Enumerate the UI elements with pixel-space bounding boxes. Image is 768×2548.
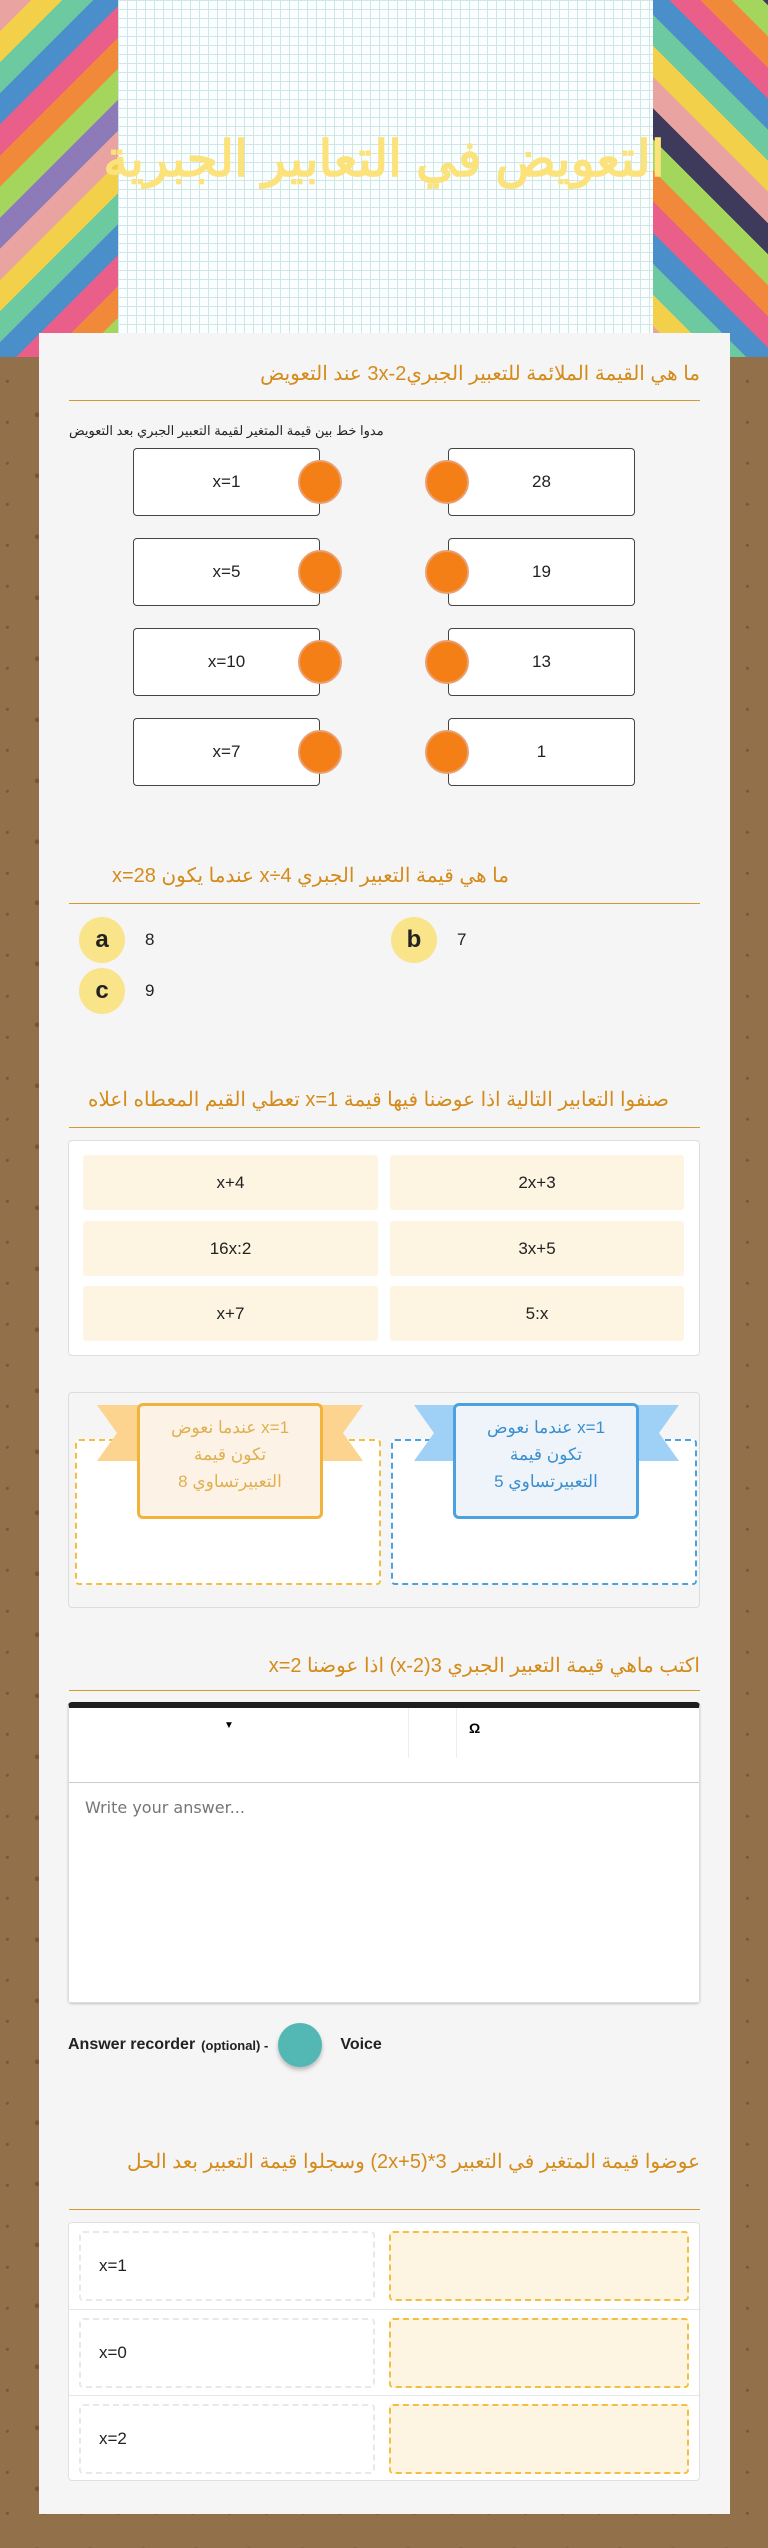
q1-instruction: مدوا خط بين قيمة المتغير لقيمة التعبير الجبري بعد التعويض	[69, 423, 384, 438]
match-left-item[interactable]: x=7	[133, 718, 320, 786]
category-label-5	[453, 1403, 639, 1519]
divider	[69, 903, 700, 904]
q2-title: ما هي قيمة التعبير الجبري x÷4 عندما يكون x=28	[111, 865, 509, 887]
table-row	[69, 2223, 701, 2309]
category-label-8	[137, 1403, 323, 1519]
format-dropdown[interactable]	[69, 1708, 409, 1758]
match-handle[interactable]	[298, 640, 342, 684]
drag-items-pool	[68, 1140, 700, 1356]
option-value: 7	[457, 930, 467, 949]
divider	[69, 1690, 700, 1691]
category-text: التعبيرتساوي 5	[494, 1472, 598, 1491]
editor-toolbar	[69, 1708, 699, 1783]
match-right-item[interactable]: 1	[448, 718, 635, 786]
page-title: التعويض في التعابير الجبرية	[103, 131, 665, 187]
drag-item[interactable]: 16x:2	[83, 1221, 378, 1276]
category-text: x=1 عندما نعوض	[486, 1418, 606, 1437]
match-handle[interactable]	[425, 640, 469, 684]
divider	[69, 1127, 700, 1128]
voice-label: Voice	[340, 2036, 382, 2053]
category-text: تكون قيمة	[509, 1445, 583, 1464]
option-value: 9	[145, 981, 155, 1000]
category-text: تكون قيمة	[193, 1445, 267, 1464]
option-letter: b	[391, 917, 437, 963]
table-row	[69, 2395, 701, 2481]
special-char-omega-icon[interactable]: Ω	[469, 1720, 481, 1736]
answer-dropzone[interactable]	[389, 2318, 689, 2388]
answer-dropzone[interactable]	[389, 2404, 689, 2474]
category-text: التعبيرتساوي 8	[178, 1472, 282, 1491]
drag-item[interactable]: x+7	[83, 1286, 378, 1341]
drag-item[interactable]: 5:x	[390, 1286, 684, 1341]
option-c[interactable]	[79, 968, 154, 1014]
q1-title: ما هي القيمة الملائمة للتعبير الجبري2-3x عند التعويض	[260, 363, 700, 385]
option-a[interactable]	[79, 917, 154, 963]
answer-dropzone[interactable]	[389, 2231, 689, 2301]
match-handle[interactable]	[425, 550, 469, 594]
row-label: x=0	[79, 2318, 375, 2388]
divider	[69, 400, 700, 401]
match-left-item[interactable]: x=10	[133, 628, 320, 696]
record-voice-button[interactable]	[278, 2023, 322, 2067]
row-label: x=1	[79, 2231, 375, 2301]
answer-input[interactable]	[69, 1784, 699, 2002]
recorder-optional: (optional) -	[201, 2037, 269, 2053]
caret-down-icon: ▼	[224, 1720, 234, 1731]
answer-recorder	[68, 2023, 382, 2067]
category-text: x=1 عندما نعوض	[170, 1418, 290, 1437]
table-row	[69, 2309, 701, 2395]
match-handle[interactable]	[425, 460, 469, 504]
header-banner	[0, 0, 768, 357]
option-letter: c	[79, 968, 125, 1014]
q5-title: عوضوا قيمة المتغير في التعبير 3*(2x+5) وسجلوا قيمة التعبير بعد الحل	[127, 2151, 700, 2173]
row-label: x=2	[79, 2404, 375, 2474]
match-right-item[interactable]: 13	[448, 628, 635, 696]
drag-item[interactable]: x+4	[83, 1155, 378, 1210]
match-right-item[interactable]: 28	[448, 448, 635, 516]
worksheet-card	[39, 333, 730, 2514]
category-area	[68, 1392, 700, 1608]
match-right-item[interactable]: 19	[448, 538, 635, 606]
answer-table	[68, 2222, 700, 2481]
option-letter: a	[79, 917, 125, 963]
option-value: 8	[145, 930, 155, 949]
toolbar-button[interactable]	[409, 1708, 457, 1758]
drag-item[interactable]: 3x+5	[390, 1221, 684, 1276]
recorder-label: Answer recorder	[68, 2036, 196, 2053]
match-left-item[interactable]: x=1	[133, 448, 320, 516]
match-handle[interactable]	[425, 730, 469, 774]
match-handle[interactable]	[298, 550, 342, 594]
divider	[69, 2209, 700, 2210]
option-b[interactable]	[391, 917, 466, 963]
match-handle[interactable]	[298, 460, 342, 504]
q4-title: اكتب ماهي قيمة التعبير الجبري 3(2-x) اذا عوضنا x=2	[268, 1655, 700, 1677]
match-handle[interactable]	[298, 730, 342, 774]
match-left-item[interactable]: x=5	[133, 538, 320, 606]
q3-title: صنفوا التعابير التالية اذا عوضنا فيها قيمة x=1 تعطي القيم المعطاه اعلاه	[88, 1089, 669, 1111]
drag-item[interactable]: 2x+3	[390, 1155, 684, 1210]
answer-editor	[68, 1702, 700, 2003]
